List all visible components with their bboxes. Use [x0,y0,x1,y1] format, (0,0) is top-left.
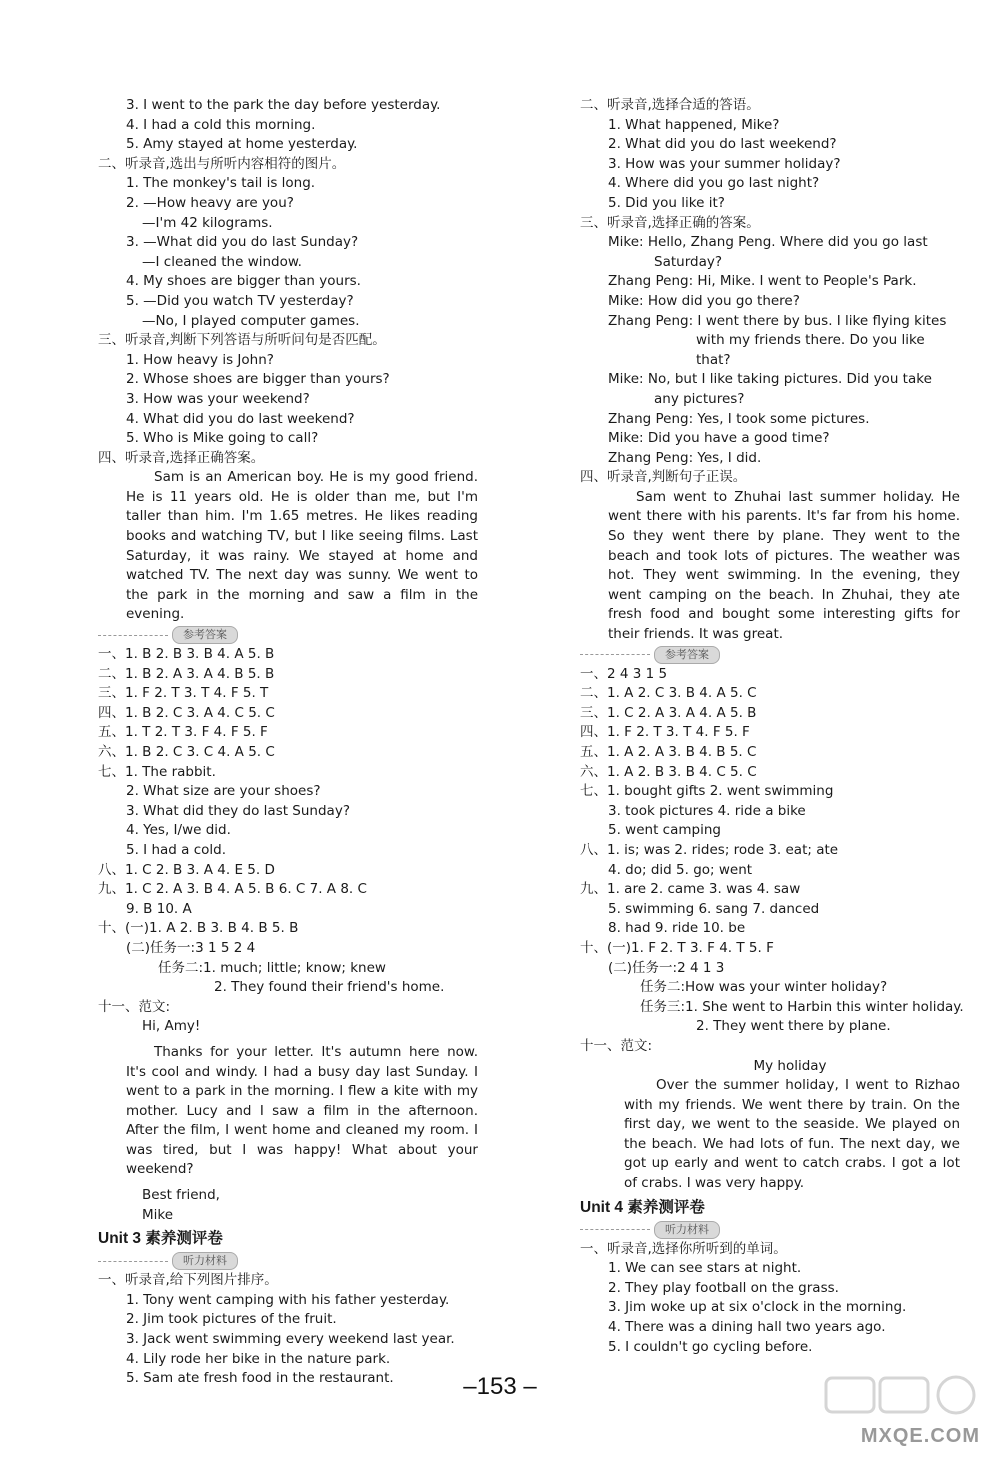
text-line: 四、1. B 2. C 3. A 4. C 5. C [98,704,275,721]
section-badge: 参考答案 [172,626,238,644]
text-line: 三、听录音,选择正确的答案。 [580,214,760,231]
text-line: 六、1. B 2. C 3. C 4. A 5. C [98,744,275,760]
paragraph: Sam went to Zhuhai last summer holiday. He went there with his parents. It's far from his home. So they went there by plane. They went to the beach and took lots of pictures. The weather was hot. They went swimming. In the evening, they went camping on the beach. In Zhuhai, they ate fresh food and bought some interesting gifts for their friends. It was great. [608,488,960,643]
text-line: Zhang Peng: Hi, Mike. I went to People's Park. [608,273,917,290]
text-line: 十一、范文: [98,998,171,1015]
text-line: Mike: How did you go there? [608,292,800,309]
text-line: 三、1. F 2. T 3. T 4. F 5. T [98,685,269,702]
text-line: Mike: No, but I like taking pictures. Did you take [608,371,932,388]
text-line: 六、1. A 2. B 3. B 4. C 5. C [580,763,757,780]
text-line: 3. took pictures 4. ride a bike [608,802,806,819]
text-line: Best friend, [142,1187,220,1204]
text-line: 十、(一)1. F 2. T 3. F 4. T 5. F [580,939,774,956]
text-line: 3. I went to the park the day before yesterday. [126,97,441,113]
text-line: 1. What happened, Mike? [608,116,780,133]
text-line: 2. —How heavy are you? [126,194,294,211]
text-line: 9. B 10. A [126,900,192,917]
text-line: 四、1. F 2. T 3. T 4. F 5. F [580,724,750,741]
text-line: 一、1. B 2. B 3. B 4. A 5. B [98,646,275,663]
text-line: 十、(一)1. A 2. B 3. B 4. B 5. B [98,920,299,937]
text-line: —I'm 42 kilograms. [142,214,273,231]
text-line: 4. What did you do last weekend? [126,410,355,427]
text-line: 4. Where did you go last night? [608,175,820,192]
text-line: —No, I played computer games. [142,312,360,329]
text-line: 5. went camping [608,822,721,839]
text-line: 5. Amy stayed at home yesterday. [126,136,358,153]
text-line: 五、1. T 2. T 3. F 4. F 5. F [98,724,268,741]
text-line: 九、1. C 2. A 3. B 4. A 5. B 6. C 7. A 8. C [98,881,367,898]
text-line: 3. Jack went swimming every weekend last year. [126,1331,455,1348]
text-line: 3. Jim woke up at six o'clock in the morning. [608,1299,907,1316]
text-line: 4. There was a dining hall two years ago. [608,1319,886,1336]
text-line: 3. How was your weekend? [126,390,310,407]
text-line: 三、1. C 2. A 3. A 4. A 5. B [580,704,757,721]
text-line: 2. They went there by plane. [696,1018,891,1035]
text-line: 1. Tony went camping with his father yesterday. [126,1291,450,1308]
text-line: 二、听录音,选择合适的答语。 [580,97,760,113]
section-badge-row [98,625,478,645]
section-badge: 参考答案 [654,646,720,664]
section-badge-row [580,645,960,665]
text-line: 三、听录音,判断下列答语与所听问句是否匹配。 [98,332,386,349]
text-line: 8. had 9. ride 10. be [608,920,746,937]
section-badge: 听力材料 [172,1252,238,1270]
text-line: 四、听录音,判断句子正误。 [580,469,747,486]
paragraph: Over the summer holiday, I went to Rizhao with my friends. We went there by train. On the first day, we went to the seaside. We played on the beach. We had lots of fun. The next day, we got up early and went to catch crabs. I got a lot of crabs. I was very happy. [624,1077,960,1192]
text-line: 五、1. A 2. A 3. B 4. B 5. C [580,744,757,760]
divider [580,654,650,655]
text-line: 4. Lily rode her bike in the nature park. [126,1350,391,1367]
text-line: Zhang Peng: I went there by bus. I like flying kites [608,312,947,329]
text-line: 3. —What did you do last Sunday? [126,234,359,251]
text-line: 2. They play football on the grass. [608,1279,839,1296]
text-line: 4. My shoes are bigger than yours. [126,273,361,290]
watermark-text: MXQE.COM [860,1425,980,1447]
text-line: Mike: Did you have a good time? [608,430,830,447]
text-line: 1. How heavy is John? [126,351,274,368]
text-line: 二、听录音,选出与所听内容相符的图片。 [98,155,346,172]
text-line: 5. Sam ate fresh food in the restaurant. [126,1370,394,1387]
text-line: Mike [142,1206,174,1223]
unit-heading: Unit 4 素养测评卷 [580,1198,705,1216]
text-line: 2. They found their friend's home. [214,979,445,996]
text-line: 一、听录音,给下列图片排序。 [98,1272,278,1289]
text-line: 5. I couldn't go cycling before. [608,1338,813,1355]
text-line: 八、1. C 2. B 3. A 4. E 5. D [98,861,275,878]
text-line: 5. I had a cold. [126,841,226,858]
text-line: 5. —Did you watch TV yesterday? [126,292,354,309]
text-line: Zhang Peng: Yes, I took some pictures. [608,410,870,427]
text-line: 3. What did they do last Sunday? [126,802,350,819]
text-line: 2. Whose shoes are bigger than yours? [126,371,390,388]
text-line: 一、听录音,选择你所听到的单词。 [580,1240,787,1257]
text-line: with my friends there. Do you like [696,332,925,349]
text-line: My holiday [753,1057,827,1074]
text-line: 2. What did you do last weekend? [608,136,837,153]
text-line: any pictures? [654,390,745,407]
text-line: 七、1. bought gifts 2. went swimming [580,783,834,800]
text-line: Zhang Peng: Yes, I did. [608,449,762,466]
divider [580,1229,650,1230]
text-line: 2. Jim took pictures of the fruit. [126,1311,337,1328]
right-column [580,96,964,1357]
text-line: 二、1. B 2. A 3. A 4. B 5. B [98,665,275,682]
text-line: (二)任务一:2 4 1 3 [608,959,725,976]
text-line: 4. Yes, I/we did. [126,822,231,839]
text-line: 5. swimming 6. sang 7. danced [608,900,820,917]
left-column [98,96,478,1389]
text-line: (二)任务一:3 1 5 2 4 [126,939,256,956]
text-line: 七、1. The rabbit. [98,763,216,780]
text-line: that? [696,351,731,368]
text-line: 2. What size are your shoes? [126,783,321,800]
paragraph: Thanks for your letter. It's autumn here now. It's cool and windy. I had a busy day last Sunday. I went to a park in the morning. I flew a kite with my mother. Lucy and I saw a film in the afternoon. After the film, I went home and cleaned my room. I was tired, but I was happy! What about your weekend? [126,1043,478,1178]
text-line: 3. How was your summer holiday? [608,155,841,172]
text-line: Mike: Hello, Zhang Peng. Where did you go last [608,234,928,251]
divider [98,635,168,636]
text-line: 1. The monkey's tail is long. [126,175,316,192]
text-line: 十一、范文: [580,1037,653,1054]
text-line: 任务二:1. much; little; know; knew [158,959,386,976]
page-number: –153 – [463,1373,537,1400]
text-line: 九、1. are 2. came 3. was 4. saw [580,881,801,898]
text-line: 四、听录音,选择正确答案。 [98,449,265,466]
text-line: 4. do; did 5. go; went [608,861,753,878]
section-badge-row [580,1220,960,1240]
section-badge-row [98,1251,478,1271]
section-badge: 听力材料 [654,1221,720,1239]
text-line: 任务二:How was your winter holiday? [640,979,888,996]
text-line: 5. Who is Mike going to call? [126,430,319,447]
paragraph: Sam is an American boy. He is my good friend. He is 11 years old. He is older than me, but I'm taller than him. I'm 1.65 metres. He likes reading books and watching TV, but I like seeing films. Last Saturday, it was rainy. We stayed at home and watched TV. The next day was sunny. We went to the park in the morning and saw a film in the evening. [126,469,478,623]
text-line: 二、1. A 2. C 3. B 4. A 5. C [580,685,757,702]
text-line: Saturday? [654,253,723,270]
text-line: —I cleaned the window. [142,253,302,270]
text-line: 4. I had a cold this morning. [126,116,316,133]
unit-heading: Unit 3 素养测评卷 [98,1230,223,1248]
text-line: 任务三:1. She went to Harbin this winter holiday. [640,998,964,1015]
divider [98,1261,168,1262]
text-line: 5. Did you like it? [608,194,725,211]
text-line: Hi, Amy! [142,1018,201,1035]
text-line: 八、1. is; was 2. rides; rode 3. eat; ate [580,841,839,858]
text-line: 1. We can see stars at night. [608,1260,802,1277]
text-line: 一、2 4 3 1 5 [580,665,668,682]
